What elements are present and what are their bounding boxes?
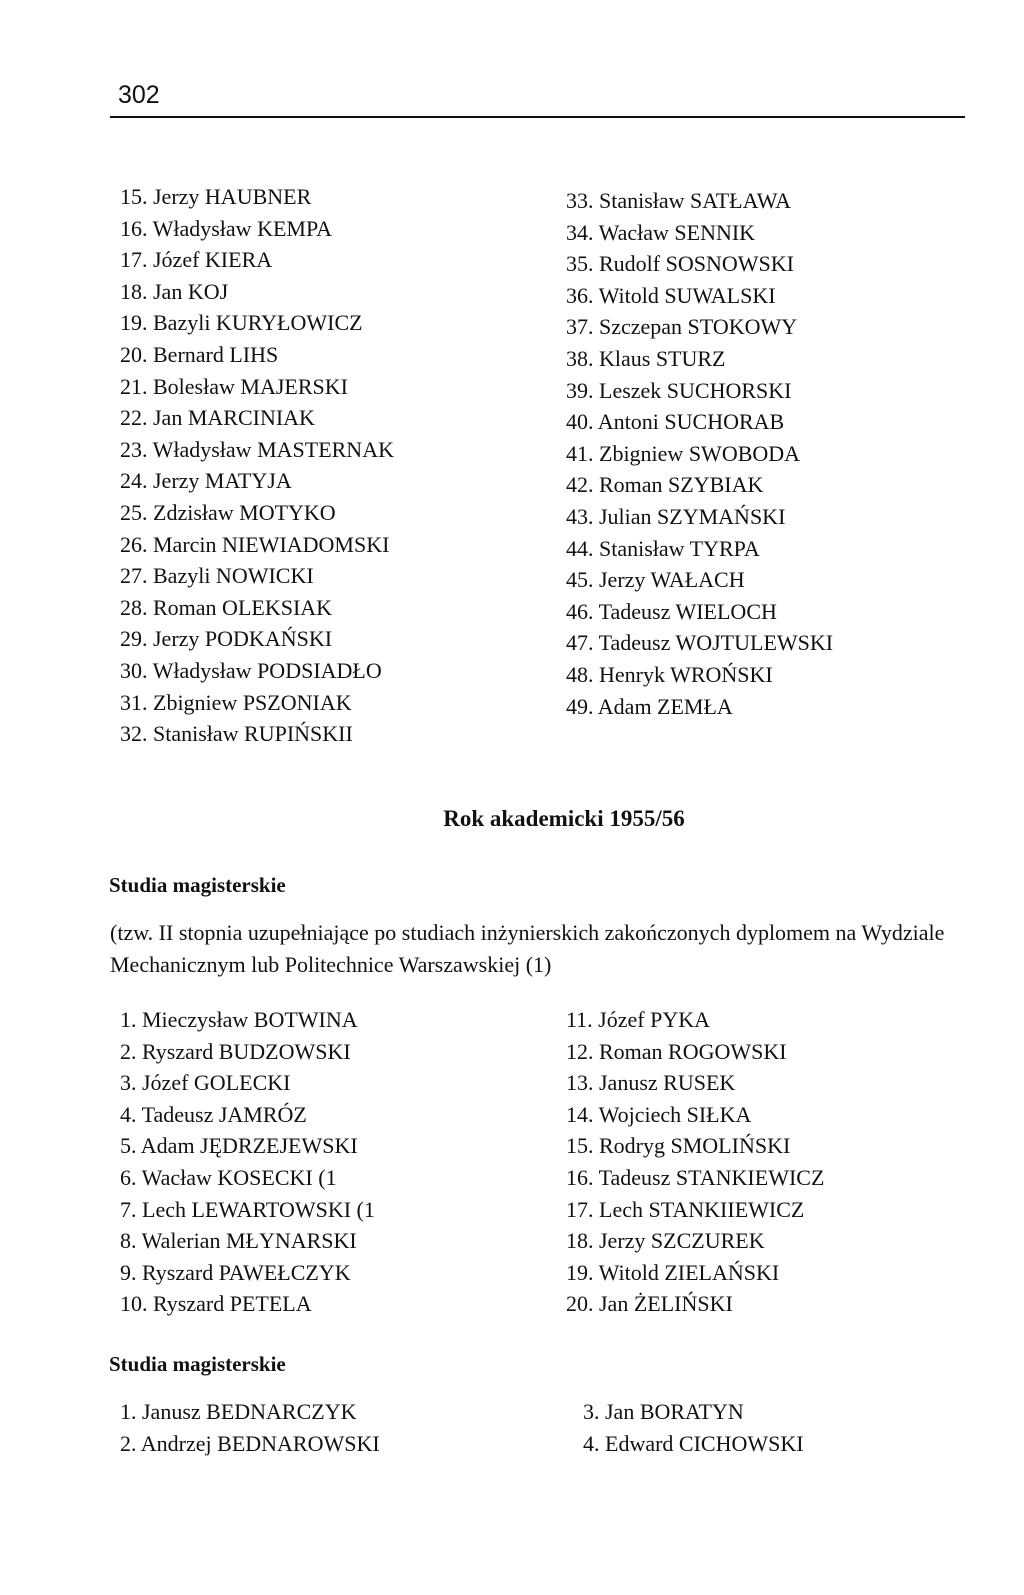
list-item: 3. Jan BORATYN xyxy=(583,1399,744,1424)
list-item: 25. Zdzisław MOTYKO xyxy=(120,499,336,525)
list-item: 4. Edward CICHOWSKI xyxy=(583,1430,804,1456)
list-item: 15. Jerzy HAUBNER xyxy=(120,184,312,209)
list-item: 11. Józef PYKA xyxy=(566,1007,710,1032)
list-item: 16. Władysław KEMPA xyxy=(120,215,333,241)
studia-magisterskie-heading-1: Studia magisterskie xyxy=(109,873,286,897)
list-item: 23. Władysław MASTERNAK xyxy=(120,436,394,462)
list-item: 20. Bernard LIHS xyxy=(120,341,279,367)
list-item: 1. Mieczysław BOTWINA xyxy=(120,1007,358,1032)
list-item: 14. Wojciech SIŁKA xyxy=(566,1101,752,1127)
list-item: 7. Lech LEWARTOWSKI (1 xyxy=(120,1196,375,1222)
name-list-continued-right xyxy=(566,185,833,722)
list-item: 10. Ryszard PETELA xyxy=(120,1291,312,1317)
list-item: 40. Antoni SUCHORAB xyxy=(566,409,785,435)
list-item: 17. Lech STANKIIEWICZ xyxy=(566,1196,805,1222)
list-item: 5. Adam JĘDRZEJEWSKI xyxy=(120,1133,358,1159)
list-item: 16. Tadeusz STANKIEWICZ xyxy=(566,1164,825,1190)
header-rule xyxy=(110,116,965,118)
list-item: 20. Jan ŻELIŃSKI xyxy=(566,1291,733,1317)
page-number: 302 xyxy=(118,81,160,109)
list-item: 32. Stanisław RUPIŃSKII xyxy=(120,721,353,747)
list-item: 31. Zbigniew PSZONIAK xyxy=(120,689,352,715)
name-list-1955-right xyxy=(566,1004,824,1320)
list-item: 33. Stanisław SATŁAWA xyxy=(566,188,791,213)
list-item: 37. Szczepan STOKOWY xyxy=(566,314,798,340)
list-item: 34. Wacław SENNIK xyxy=(566,219,756,245)
name-list-second-left xyxy=(120,1396,380,1459)
studia-magisterskie-heading-2: Studia magisterskie xyxy=(109,1352,286,1376)
list-item: 24. Jerzy MATYJA xyxy=(120,468,292,494)
list-item: 35. Rudolf SOSNOWSKI xyxy=(566,251,794,277)
list-item: 36. Witold SUWALSKI xyxy=(566,282,776,308)
list-item: 17. Józef KIERA xyxy=(120,247,273,273)
studia-note: (tzw. II stopnia uzupełniające po studiach inżynierskich zakończonych dyplomem na Wydziale Mechanicznym lub Politechnice Warszawskiej (1) xyxy=(110,920,945,977)
list-item: 12. Roman ROGOWSKI xyxy=(566,1038,787,1064)
list-item: 44. Stanisław TYRPA xyxy=(566,535,760,561)
list-item: 39. Leszek SUCHORSKI xyxy=(566,377,792,403)
list-item: 13. Janusz RUSEK xyxy=(566,1070,736,1096)
list-item: 45. Jerzy WAŁACH xyxy=(566,567,745,593)
list-item: 21. Bolesław MAJERSKI xyxy=(120,373,348,399)
list-item: 49. Adam ZEMŁA xyxy=(566,693,733,719)
name-list-second-right xyxy=(583,1396,804,1459)
list-item: 41. Zbigniew SWOBODA xyxy=(566,440,801,466)
list-item: 27. Bazyli NOWICKI xyxy=(120,563,314,589)
list-item: 46. Tadeusz WIELOCH xyxy=(566,598,777,624)
list-item: 15. Rodryg SMOLIŃSKI xyxy=(566,1133,791,1159)
list-item: 9. Ryszard PAWEŁCZYK xyxy=(120,1259,351,1285)
list-item: 19. Bazyli KURYŁOWICZ xyxy=(120,310,363,336)
list-item: 38. Klaus STURZ xyxy=(566,345,726,371)
list-item: 8. Walerian MŁYNARSKI xyxy=(120,1228,357,1254)
list-item: 19. Witold ZIELAŃSKI xyxy=(566,1259,780,1285)
section-title: Rok akademicki 1955/56 xyxy=(443,806,685,831)
list-item: 42. Roman SZYBIAK xyxy=(566,472,764,498)
list-item: 47. Tadeusz WOJTULEWSKI xyxy=(566,630,834,656)
list-item: 28. Roman OLEKSIAK xyxy=(120,594,333,620)
list-item: 26. Marcin NIEWIADOMSKI xyxy=(120,531,390,557)
list-item: 18. Jerzy SZCZUREK xyxy=(566,1228,765,1254)
list-item: 3. Józef GOLECKI xyxy=(120,1070,291,1096)
list-item: 1. Janusz BEDNARCZYK xyxy=(120,1399,357,1424)
list-item: 2. Andrzej BEDNAROWSKI xyxy=(120,1430,380,1456)
list-item: 48. Henryk WROŃSKI xyxy=(566,661,773,687)
name-list-continued-left xyxy=(120,181,394,750)
list-item: 18. Jan KOJ xyxy=(120,278,229,304)
list-item: 4. Tadeusz JAMRÓZ xyxy=(120,1101,307,1127)
list-item: 22. Jan MARCINIAK xyxy=(120,405,315,431)
list-item: 29. Jerzy PODKAŃSKI xyxy=(120,626,333,652)
list-item: 6. Wacław KOSECKI (1 xyxy=(120,1164,337,1190)
list-item: 30. Władysław PODSIADŁO xyxy=(120,657,382,683)
list-item: 43. Julian SZYMAŃSKI xyxy=(566,503,786,529)
list-item: 2. Ryszard BUDZOWSKI xyxy=(120,1038,351,1064)
name-list-1955-left xyxy=(120,1004,375,1320)
